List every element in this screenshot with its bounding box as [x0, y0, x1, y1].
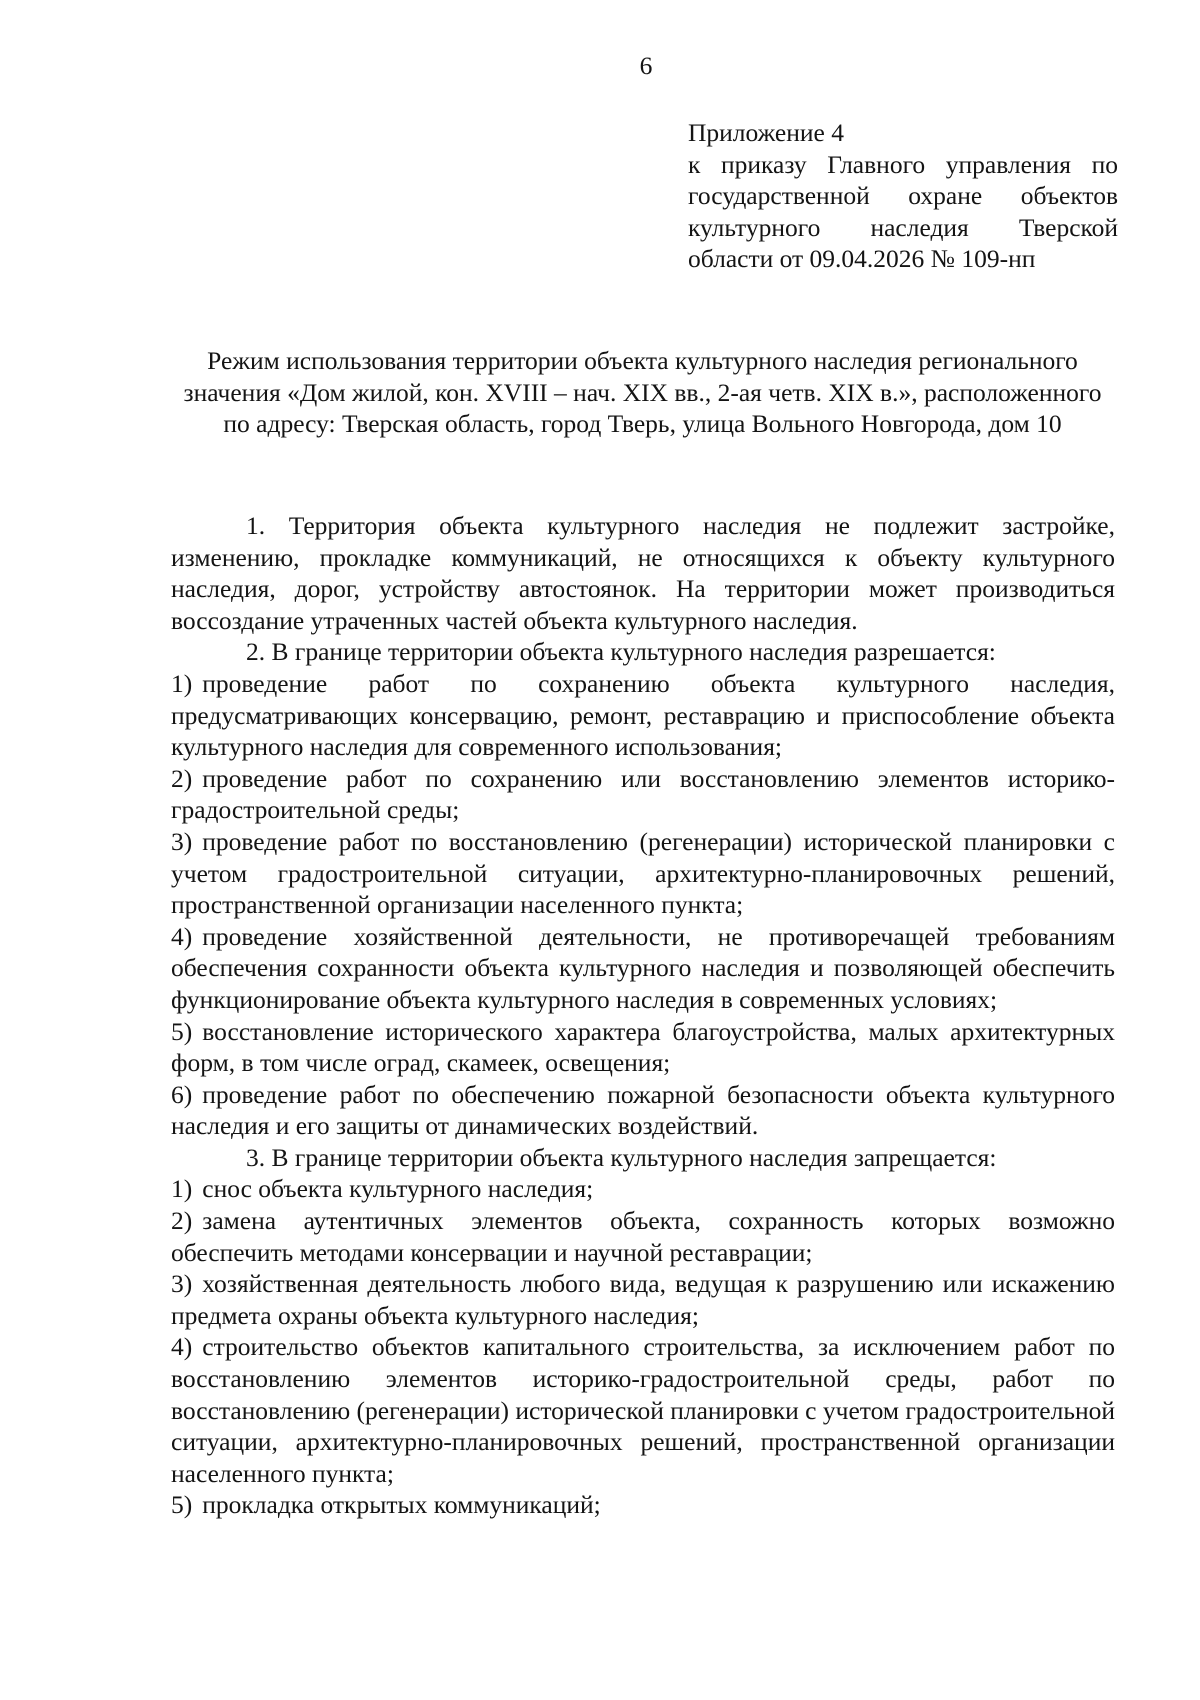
list-item-number: 3) [171, 1269, 193, 1299]
list-item-text: проведение работ по обеспечению пожарной безопасности объекта культурного наследия и его защиты от динамических воздействий. [171, 1079, 1115, 1141]
list-item-text: прокладка открытых коммуникаций; [202, 1490, 601, 1520]
paragraph-3: 3. В границе территории объекта культурного наследия запрещается: [246, 1142, 997, 1172]
appendix-header [688, 117, 1118, 275]
paragraph-1: 1. Территория объекта культурного наследия не подлежит застройке, изменению, прокладке коммуникаций, не относящихся к объекту культурного наследия, дорог, устройству автостоянок. На территории может производиться воссоздание утраченных частей объекта культурного наследия. [171, 511, 1115, 635]
allowed-list [171, 668, 1115, 1142]
list-item [171, 1173, 1115, 1205]
list-item-number: 1) [171, 668, 193, 698]
prohibited-list [171, 1173, 1115, 1521]
list-item [171, 668, 1115, 763]
list-item [171, 1205, 1115, 1268]
list-item-number: 5) [171, 1016, 193, 1046]
list-item-number: 1) [171, 1174, 193, 1204]
appendix-line: Приложение 4 [688, 118, 844, 147]
list-item [171, 763, 1115, 826]
list-item-number: 4) [171, 921, 193, 951]
list-item-text: проведение работ по сохранению или восстановлению элементов историко-градостроительной среды; [171, 763, 1115, 825]
list-item-text: замена аутентичных элементов объекта, сохранность которых возможно обеспечить методами консервации и научной реставрации; [171, 1206, 1115, 1267]
list-item [171, 1016, 1115, 1079]
document-title: Режим использования территории объекта культурного наследия регионального значения «Дом жилой, кон. XVIII – нач. XIX вв., 2-ая четв. XIX в.», расположенного по адресу: Тверская область, город Тверь, улица Вольного Новгорода, дом 10 [183, 346, 1102, 439]
appendix-line: культурного наследия Тверской [688, 212, 1118, 242]
page-number: 6 [639, 51, 653, 80]
list-item-text: проведение работ по сохранению объекта культурного наследия, предусматривающих консервацию, ремонт, реставрацию и приспособление объекта культурного наследия для современного использования; [171, 668, 1115, 762]
list-item-text: проведение хозяйственной деятельности, не противоречащей требованиям обеспечения сохранности объекта культурного наследия и позволяющей обеспечить функционирование объекта культурного наследия в современных условиях; [171, 921, 1115, 1014]
list-item [171, 1489, 1115, 1521]
list-item [171, 1331, 1115, 1489]
list-item [171, 826, 1115, 921]
list-item-text: строительство объектов капитального строительства, за исключением работ по восстановлению элементов историко-градостроительной среды, работ по восстановлению (регенерации) исторической планировки с учетом градостроительной ситуации, архитектурно-планировочных решений, пространственной организации населенного пункта; [171, 1332, 1116, 1488]
appendix-line: области от 09.04.2026 № 109-нп [688, 244, 1036, 274]
paragraph-2: 2. В границе территории объекта культурного наследия разрешается: [246, 637, 996, 667]
appendix-line: к приказу Главного управления по [688, 149, 1118, 179]
list-item-number: 4) [171, 1332, 193, 1362]
list-item-text: восстановление исторического характера благоустройства, малых архитектурных форм, в том числе оград, скамеек, освещения; [171, 1016, 1115, 1078]
appendix-line: государственной охране объектов [688, 181, 1118, 211]
list-item-number: 2) [171, 763, 193, 793]
list-item [171, 921, 1115, 1016]
list-item-number: 2) [171, 1206, 193, 1236]
list-item-text: снос объекта культурного наследия; [202, 1174, 594, 1204]
list-item [171, 1079, 1115, 1142]
list-item-text: проведение работ по восстановлению (регенерации) исторической планировки с учетом градостроительной ситуации, архитектурно-планировочных решений, пространственной организации населенного пункта; [171, 826, 1115, 920]
list-item-text: хозяйственная деятельность любого вида, ведущая к разрушению или искажению предмета охраны объекта культурного наследия; [171, 1269, 1115, 1330]
list-item-number: 3) [171, 826, 193, 856]
list-item-number: 5) [171, 1490, 193, 1520]
list-item-number: 6) [171, 1079, 193, 1109]
document-body [171, 510, 1115, 1521]
list-item [171, 1268, 1115, 1331]
